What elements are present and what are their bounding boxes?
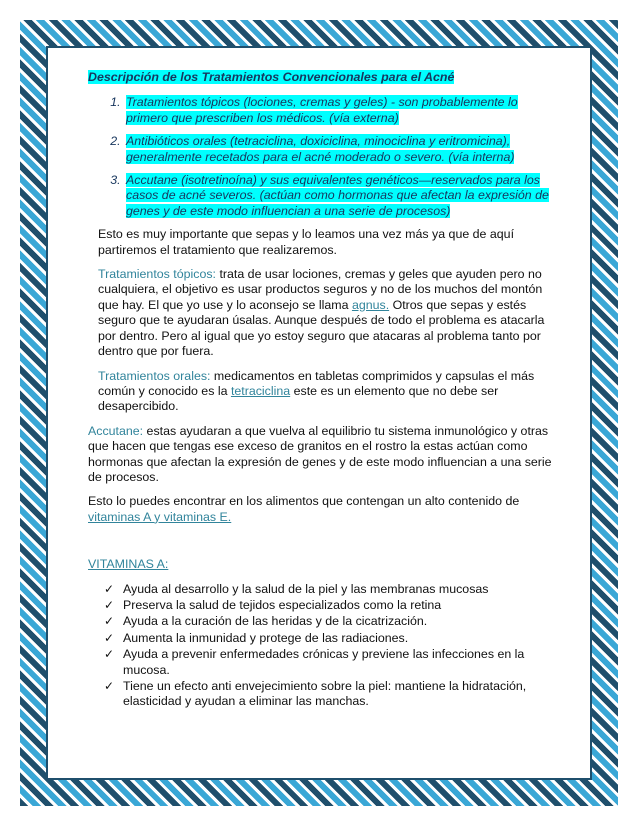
- list-item: ✓ Ayuda a prevenir enfermedades crónicas y previene las infecciones en la mucosa.: [104, 647, 525, 677]
- treatment-item-1: 1. Tratamientos tópicos (lociones, cremas y geles) - son probablemente lo primero que prescriben los médicos. (vía externa): [124, 95, 558, 126]
- list-item: ✓ Aumenta la inmunidad y protege de las radiaciones.: [104, 630, 409, 645]
- vitaminas-link[interactable]: vitaminas A y vitaminas E.: [88, 509, 232, 524]
- check-icon: ✓: [104, 581, 115, 596]
- treatment-item-2: 2. Antibióticos orales (tetraciclina, doxiciclina, minociclina y eritromicina), generalmente recetados para el acné moderado o severo. (vía interna): [124, 134, 558, 165]
- agnus-link[interactable]: agnus.: [351, 297, 390, 312]
- check-icon: ✓: [104, 614, 115, 629]
- list-item: ✓ Tiene un efecto anti envejecimiento sobre la piel: mantiene la hidratación, elasticidad y ayudan a eliminar las manchas.: [104, 679, 527, 709]
- document-body: [88, 70, 558, 711]
- topicos-paragraph: Tratamientos tópicos: trata de usar lociones, cremas y geles que ayuden pero no cualquiera, el objetivo es usar productos seguros y no de los muchos del montón que hay. El que yo use y lo aconsejo se llama agnus. Otros que sepas y estés seguro que te ayudaran úsalas. Aunque después de todo el problema es atacarla por dentro. Pero al igual que yo estoy seguro que atacaras al problema tanto por dentro que por fuera.: [98, 267, 545, 359]
- orales-label: Tratamientos orales:: [98, 368, 211, 383]
- tetraciclina-link[interactable]: tetraciclina: [230, 383, 291, 398]
- vitaminas-list: [88, 582, 558, 710]
- alimentos-paragraph: Esto lo puedes encontrar en los alimentos que contengan un alto contenido de vitaminas A y vitaminas E.: [88, 494, 520, 524]
- treatment-item-3: 3. Accutane (isotretinoína) y sus equivalentes genéticos—reservados para los casos de acné severos. (actúan como hormonas que afectan la expresión de genes y de este modo influencian a una serie de procesos): [124, 173, 558, 219]
- vitaminas-heading[interactable]: VITAMINAS A:: [88, 557, 169, 572]
- check-icon: ✓: [104, 679, 115, 693]
- list-item: ✓ Ayuda a la curación de las heridas y de la cicatrización.: [104, 614, 428, 629]
- intro-paragraph: Esto es muy importante que sepas y lo leamos una vez más ya que de aquí partiremos el tratamiento que realizaremos.: [98, 227, 515, 257]
- check-icon: ✓: [104, 630, 115, 645]
- document-title: Descripción de los Tratamientos Convencionales para el Acné: [88, 70, 455, 84]
- treatments-list: [88, 95, 558, 219]
- accutane-paragraph: Accutane: estas ayudaran a que vuelva al equilibrio tu sistema inmunológico y otras que hacen que tengas ese exceso de granitos en el rostro la estas actúan como hormonas que afectan la expresión de genes y de este modo influencian a una serie de procesos.: [88, 423, 552, 484]
- list-item: ✓ Preserva la salud de tejidos especializados como la retina: [104, 597, 442, 612]
- topicos-label: Tratamientos tópicos:: [98, 267, 216, 282]
- indented-section: [98, 227, 558, 414]
- accutane-label: Accutane:: [88, 423, 144, 438]
- list-item: ✓ Ayuda al desarrollo y la salud de la piel y las membranas mucosas: [104, 581, 489, 596]
- orales-paragraph: Tratamientos orales: medicamentos en tabletas comprimidos y capsulas el más común y conocido es la tetraciclina este es un elemento que no debe ser desapercibido.: [98, 368, 535, 414]
- check-icon: ✓: [104, 647, 115, 662]
- check-icon: ✓: [104, 597, 115, 612]
